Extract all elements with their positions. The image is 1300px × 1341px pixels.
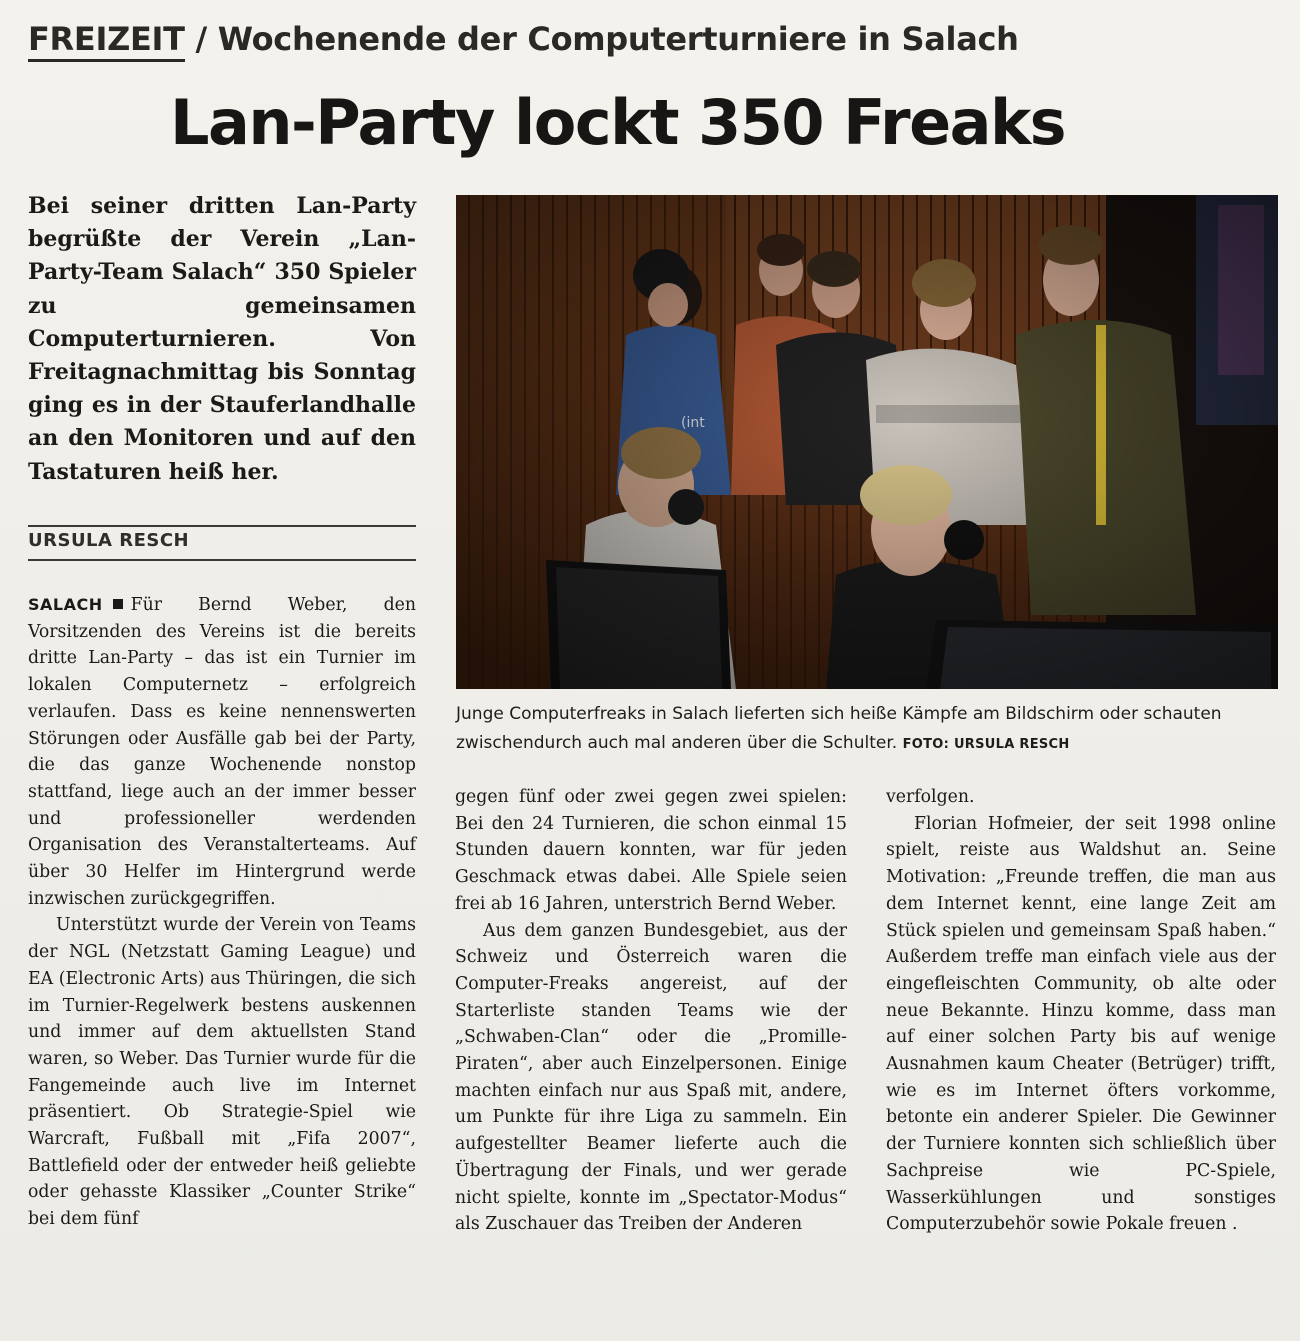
body-column-1 <box>28 592 416 1233</box>
dateline: SALACH <box>28 595 103 614</box>
rubric-label: FREIZEIT <box>28 20 185 62</box>
body-paragraph: verfolgen. <box>886 787 975 807</box>
body-paragraph: Florian Hofmeier, der seit 1998 online spielt, reiste aus Waldshut an. Seine Motivation: „Freunde treffen, die man aus dem Internet kennt, eine lange Zeit am Stück spielen und gemeinsam Spaß haben.“ Außerdem treffe man einfach viele aus der eingefleischten Community, ob alte oder neue Bekannte. Hinzu komme, dass man auf einer solchen Party bis auf wenige Ausnahmen kaum Cheater (Betrüger) trifft, wie es im Internet öfters vorkomme, betonte ein anderer Spieler. Die Gewinner der Turniere konnten sich schließlich über Sachpreise wie PC-Spiele, Wasserkühlungen und sonstiges Computerzubehör sowie Pokale freuen . <box>886 813 1276 1235</box>
section-kicker <box>28 20 1128 58</box>
lead-paragraph: Bei seiner dritten Lan-Party begrüßte der Verein „Lan-Party-Team Salach“ 350 Spieler zu gemeinsamen Computerturnieren. Von Freitagnachmittag bis Sonntag ging es in der Stauferlandhalle an den Monitoren und auf den Tastaturen heiß her. <box>28 193 416 485</box>
body-paragraph: gegen fünf oder zwei gegen zwei spielen: Bei den 24 Turnieren, die schon einmal 15 Stunden dauern konnten, war für jeden Geschmack etwas dabei. Alle Spiele seien frei ab 16 Jahren, unterstrich Bernd Weber. <box>455 787 847 914</box>
photo-credit: FOTO: URSULA RESCH <box>902 737 1070 752</box>
body-paragraph: Aus dem ganzen Bundesgebiet, aus der Schweiz und Österreich waren die Computer-Freaks angereist, auf der Starterliste standen Teams wie der „Schwaben-Clan“ oder die „Promille-Piraten“, aber auch Einzelpersonen. Einige machten einfach nur aus Spaß mit, andere, um Punkte für ihre Liga zu sammeln. Ein aufgestellter Beamer lieferte auch die Übertragung der Finals, und wer gerade nicht spielte, konnte im „Spectator-Modus“ als Zuschauer das Treiben der Anderen <box>455 920 847 1235</box>
author-rule-top <box>28 525 416 527</box>
body-text: Für Bernd Weber, den Vorsitzenden des Vereins ist die bereits dritte Lan-Party – das ist ein Turnier im lokalen Computernetz – erfolgreich verlaufen. Dass es keine nennenswerten Störungen oder Ausfälle gab bei der Party, die das ganze Wochenende nonstop stattfand, liege auch an der immer besser und professioneller werdenden Organisation des Veranstalterteams. Auf über 30 Helfer im Hintergrund werde inzwischen zurückgegriffen. <box>28 595 416 909</box>
author-rule-bottom <box>28 559 416 561</box>
photo-illustration <box>456 195 1278 689</box>
square-bullet-icon <box>113 599 123 609</box>
caption-text: Junge Computerfreaks in Salach lieferten sich heiße Kämpfe am Bildschirm oder schauten zwischendurch auch mal anderen über die Schulter. <box>456 704 1222 753</box>
kicker-text: Wochenende der Computerturniere in Salach <box>217 20 1019 58</box>
author-byline: URSULA RESCH <box>28 530 190 551</box>
body-paragraph: Unterstützt wurde der Verein von Teams der NGL (Netzstatt Gaming League) und EA (Electronic Arts) aus Thüringen, die sich im Turnier-Regelwerk bestens auskennen und immer auf dem aktuellsten Stand waren, so Weber. Das Turnier wurde für die Fangemeinde auch live im Internet präsentiert. Ob Strategie-Spiel wie Warcraft, Fußball mit „Fifa 2007“, Battlefield oder der entweder heiß geliebte oder gehasste Klassiker „Counter Strike“ bei dem fünf <box>28 915 416 1230</box>
body-paragraph <box>28 592 416 912</box>
article-photo <box>456 195 1278 689</box>
body-column-3 <box>886 784 1276 1238</box>
rubric-separator: / <box>184 20 218 58</box>
body-column-2 <box>455 784 847 1238</box>
headline: Lan-Party lockt 350 Freaks <box>170 86 1066 159</box>
photo-caption <box>456 700 1286 759</box>
